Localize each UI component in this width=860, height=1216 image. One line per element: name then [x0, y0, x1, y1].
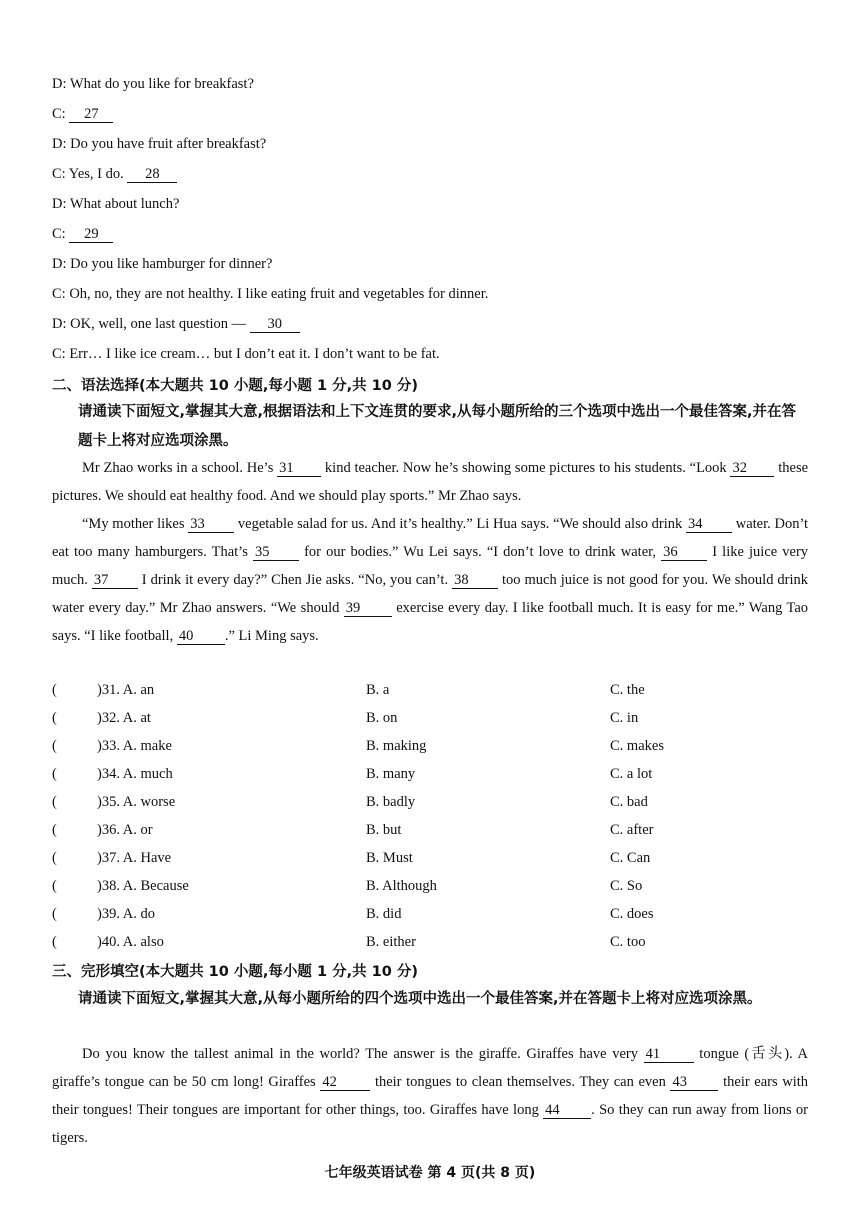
blank-34: 34 — [686, 516, 732, 533]
section-2-title: 二、语法选择(本大题共 10 小题,每小题 1 分,共 10 分) — [52, 378, 419, 394]
blank-39: 39 — [344, 600, 392, 617]
question-36-options: ( )36. A. or B. but C. after — [52, 822, 654, 838]
question-32-options: ( )32. A. at B. on C. in — [52, 710, 639, 726]
dialogue-line: D: OK, well, one last question — 30 — [52, 316, 300, 333]
dialogue-line: C: Err… I like ice cream… but I don’t eat it. I don’t want to be fat. — [52, 346, 440, 362]
blank-32: 32 — [730, 460, 774, 477]
blank-40: 40 — [177, 628, 225, 645]
section-3-title: 三、完形填空(本大题共 10 小题,每小题 1 分,共 10 分) — [52, 964, 419, 980]
blank-44: 44 — [543, 1102, 591, 1119]
blank-31: 31 — [277, 460, 321, 477]
question-40-options: ( )40. A. also B. either C. too — [52, 934, 646, 950]
question-37-options: ( )37. A. Have B. Must C. Can — [52, 850, 651, 866]
page-footer: 七年级英语试卷 第 4 页(共 8 页) — [324, 1165, 536, 1181]
blank-37: 37 — [92, 572, 138, 589]
cloze-passage: Do you know the tallest animal in the world? The answer is the giraffe. Giraffes have very 41 tongue (舌头). A giraffe’s tongue can be 50 cm long! Giraffes 42 their tongues to clean themselves. They can even 43 their ears with their tongues! Their tongues are important for other things, too. Giraffes have long 44 . So they can run away from lions or tigers. — [52, 1046, 809, 1146]
blank-29: 29 — [69, 226, 113, 243]
dialogue-line: C: 29 — [52, 226, 113, 243]
section-2-instruction: 请通读下面短文,掌握其大意,根据语法和上下文连贯的要求,从每小题所给的三个选项中选出一个最佳答案,并在答题卡上将对应选项涂黑。 — [78, 404, 797, 449]
question-34-options: ( )34. A. much B. many C. a lot — [52, 766, 653, 782]
blank-28: 28 — [127, 166, 177, 183]
blank-30: 30 — [250, 316, 300, 333]
dialogue-line: C: 27 — [52, 106, 113, 123]
dialogue-line: C: Yes, I do. 28 — [52, 166, 177, 183]
blank-38: 38 — [452, 572, 498, 589]
dialogue-line: D: Do you like hamburger for dinner? — [52, 256, 273, 272]
question-35-options: ( )35. A. worse B. badly C. bad — [52, 794, 648, 810]
dialogue-line: D: What do you like for breakfast? — [52, 76, 254, 92]
blank-35: 35 — [253, 544, 299, 561]
blank-42: 42 — [320, 1074, 370, 1091]
section-3-instruction: 请通读下面短文,掌握其大意,从每小题所给的四个选项中选出一个最佳答案,并在答题卡上将对应选项涂黑。 — [78, 991, 762, 1007]
question-39-options: ( )39. A. do B. did C. does — [52, 906, 654, 922]
question-33-options: ( )33. A. make B. making C. makes — [52, 738, 664, 754]
blank-33: 33 — [188, 516, 234, 533]
blank-41: 41 — [644, 1046, 694, 1063]
blank-36: 36 — [661, 544, 707, 561]
question-31-options: ( )31. A. an B. a C. the — [52, 682, 645, 698]
grammar-passage: Mr Zhao works in a school. He’s 31 kind teacher. Now he’s showing some pictures to his students. “Look 32 these pictures. We should eat healthy food. And we should play sports.” Mr Zhao says. “My mother likes 33 vegetable salad for us. And it’s healthy.” Li Hua says. “We should also drink 34 water. Don’t eat too many hamburgers. That’s 35 for our bodies.” Wu Lei says. “I don’t love to drink water, 36 I like juice very much. 37 I drink it every day?” Chen Jie asks. “No, you can’t. 38 too much juice is not good for you. We should drink water every day.” Mr Zhao answers. “We should 39 exercise every day. I like football much. It is easy for me.” Wang Tao says. “I like football, 40 .” Li Ming says. — [52, 460, 809, 644]
dialogue-line: D: Do you have fruit after breakfast? — [52, 136, 267, 152]
question-38-options: ( )38. A. Because B. Although C. So — [52, 878, 643, 894]
blank-43: 43 — [670, 1074, 718, 1091]
blank-27: 27 — [69, 106, 113, 123]
dialogue-line: C: Oh, no, they are not healthy. I like eating fruit and vegetables for dinner. — [52, 286, 489, 302]
dialogue-line: D: What about lunch? — [52, 196, 180, 212]
